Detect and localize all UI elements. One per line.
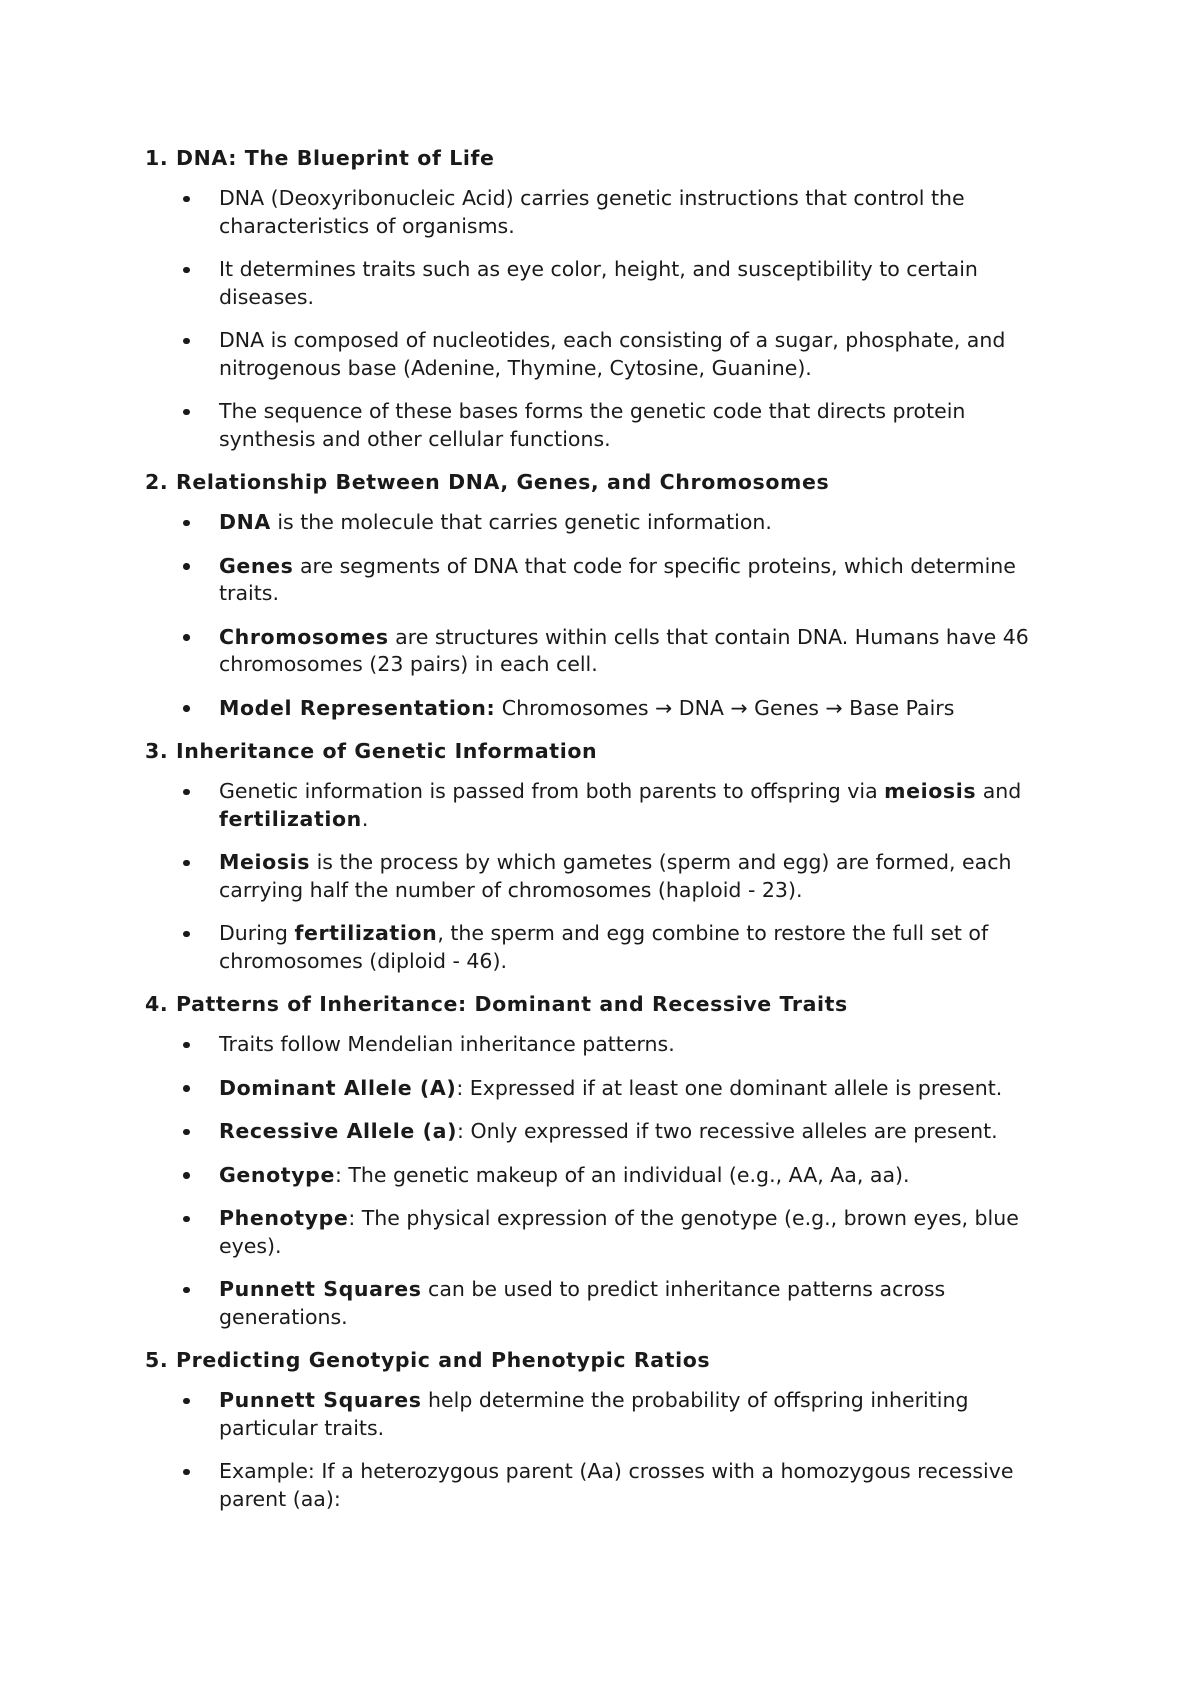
item-text: Traits follow Mendelian inheritance patterns. (219, 1032, 675, 1056)
section-title: DNA: The Blueprint of Life (176, 146, 495, 170)
bullet-dot-icon (183, 1398, 190, 1405)
bullet-dot-icon (183, 520, 190, 527)
item-text: Chromosomes → DNA → Genes → Base Pairs (495, 695, 955, 720)
item-text: and (976, 779, 1022, 803)
list-item (145, 327, 1039, 382)
bold-term: fertilization (294, 921, 438, 945)
document-content (145, 145, 1100, 1513)
bold-term: Dominant Allele (A) (219, 1075, 457, 1100)
bullet-dot-icon (183, 931, 190, 938)
section-4 (145, 991, 1100, 1331)
section-2 (145, 469, 1100, 722)
item-text: are structures within cells that contain DNA. Humans have 46 chromosomes (23 pairs) in each cell. (219, 624, 1029, 676)
bold-term: Phenotype (219, 1206, 349, 1230)
bullet-dot-icon (183, 1172, 190, 1179)
item-text: The sequence of these bases forms the genetic code that directs protein synthesis and other cellular functions. (219, 399, 966, 451)
bullet-dot-icon (183, 634, 190, 641)
section-number: 4. (145, 992, 169, 1016)
list-item (145, 624, 1039, 679)
item-text: . (361, 806, 369, 831)
section-3 (145, 738, 1100, 975)
list-item (145, 695, 1039, 723)
section-title: Predicting Genotypic and Phenotypic Ratios (176, 1348, 711, 1372)
item-text: It determines traits such as eye color, height, and susceptibility to certain diseases. (219, 257, 978, 309)
list-item (145, 1458, 1039, 1513)
item-text: Genetic information is passed from both parents to offspring via (219, 779, 885, 803)
bold-term: DNA (219, 510, 271, 534)
bullet-dot-icon (183, 1287, 190, 1294)
bullet-dot-icon (183, 267, 190, 274)
list-item (145, 185, 1039, 240)
section-title: Relationship Between DNA, Genes, and Chromosomes (176, 470, 830, 494)
item-text: : The physical expression of the genotype (e.g., brown eyes, blue eyes). (219, 1206, 1019, 1258)
item-text: help determine the probability of offspring inheriting particular traits. (219, 1388, 969, 1440)
bullet-dot-icon (183, 1129, 190, 1136)
bullet-dot-icon (183, 1469, 190, 1476)
list-item (145, 1205, 1039, 1260)
bullet-dot-icon (183, 1042, 190, 1049)
list-item (145, 849, 1039, 904)
bullet-dot-icon (183, 1085, 190, 1092)
section-number: 3. (145, 739, 169, 763)
section-heading (145, 738, 1100, 765)
list-item (145, 553, 1039, 608)
item-text: , the sperm and egg combine to restore the full set of chromosomes (diploid - 46). (219, 921, 989, 973)
section-heading (145, 469, 1100, 496)
section-title: Inheritance of Genetic Information (176, 739, 598, 763)
bold-term: Genotype (219, 1162, 335, 1187)
item-text: : Only expressed if two recessive alleles are present. (457, 1119, 998, 1143)
item-text: can be used to predict inheritance patterns across generations. (219, 1277, 946, 1329)
list-item (145, 398, 1039, 453)
section-heading (145, 145, 1100, 172)
bold-term: Punnett Squares (219, 1277, 422, 1301)
bullet-list (145, 509, 1100, 722)
bullet-list (145, 778, 1100, 975)
bullet-dot-icon (183, 860, 190, 867)
section-number: 2. (145, 470, 169, 494)
item-text: : Expressed if at least one dominant allele is present. (456, 1075, 1003, 1100)
list-item (145, 1075, 1039, 1103)
bold-term: Recessive Allele (a) (219, 1119, 458, 1143)
bullet-dot-icon (183, 196, 190, 203)
list-item (145, 1387, 1039, 1442)
list-item (145, 1118, 1039, 1146)
bullet-dot-icon (183, 705, 190, 712)
bold-term: meiosis (884, 779, 977, 803)
section-heading (145, 1347, 1100, 1374)
section-1 (145, 145, 1100, 453)
item-text: are segments of DNA that code for specific proteins, which determine traits. (219, 553, 1016, 605)
section-number: 5. (145, 1348, 169, 1372)
bullet-list (145, 1031, 1100, 1331)
bullet-dot-icon (183, 563, 190, 570)
bold-term: Meiosis (219, 850, 311, 874)
item-text: is the molecule that carries genetic information. (270, 510, 772, 534)
list-item (145, 1162, 1039, 1190)
item-text: : The genetic makeup of an individual (e.g., AA, Aa, aa). (334, 1162, 910, 1187)
list-item (145, 509, 1039, 537)
list-item (145, 1276, 1039, 1331)
bullet-list (145, 185, 1100, 453)
list-item (145, 1031, 1039, 1059)
bold-term: Chromosomes (219, 624, 389, 649)
item-text: DNA is composed of nucleotides, each consisting of a sugar, phosphate, and nitrogenous base (Adenine, Thymine, Cytosine, Guanine). (219, 328, 1006, 380)
bullet-list (145, 1387, 1100, 1513)
list-item (145, 256, 1039, 311)
bold-term: fertilization (219, 806, 362, 831)
bullet-dot-icon (183, 1216, 190, 1223)
list-item (145, 778, 1039, 833)
item-text: During (219, 921, 295, 945)
item-text: Example: If a heterozygous parent (Aa) crosses with a homozygous recessive parent (aa): (219, 1459, 1014, 1511)
bold-term: Model Representation: (219, 695, 496, 720)
bold-term: Genes (219, 553, 294, 578)
bullet-dot-icon (183, 789, 190, 796)
item-text: DNA (Deoxyribonucleic Acid) carries genetic instructions that control the characteristics of organisms. (219, 186, 965, 238)
item-text: is the process by which gametes (sperm and egg) are formed, each carrying half the number of chromosomes (haploid - 23). (219, 850, 1012, 902)
bullet-dot-icon (183, 338, 190, 345)
section-title: Patterns of Inheritance: Dominant and Recessive Traits (176, 992, 848, 1016)
section-heading (145, 991, 1100, 1018)
bold-term: Punnett Squares (219, 1388, 422, 1412)
list-item (145, 920, 1039, 975)
section-number: 1. (145, 146, 169, 170)
section-5 (145, 1347, 1100, 1513)
bullet-dot-icon (183, 409, 190, 416)
